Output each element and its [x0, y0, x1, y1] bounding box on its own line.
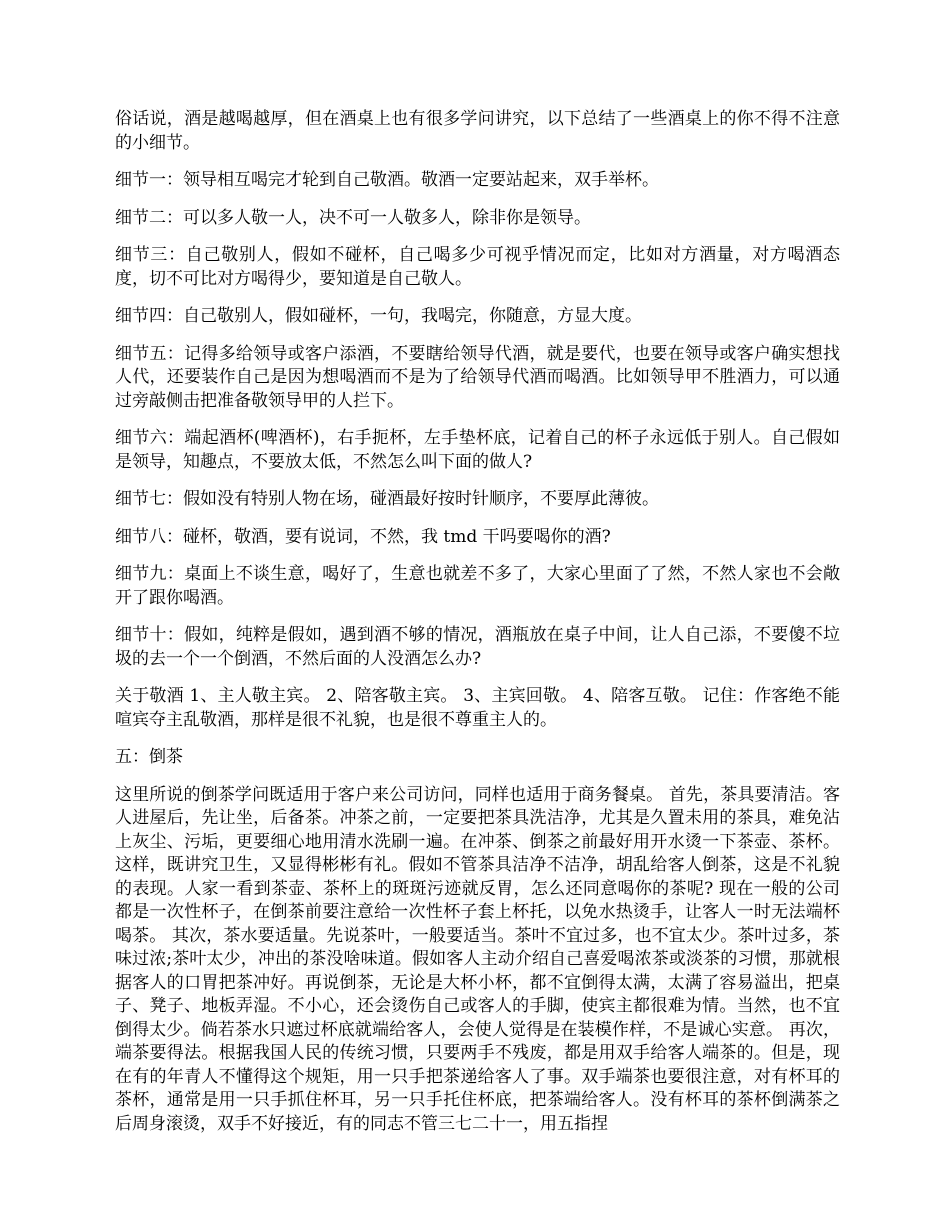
toast-order-paragraph: 关于敬酒 1、主人敬主宾。 2、陪客敬主宾。 3、主宾回敬。 4、陪客互敬。 记住：作客绝不能喧宾夺主乱敬酒，那样是很不礼貌，也是很不尊重主人的。	[115, 686, 840, 730]
intro-paragraph: 俗话说，酒是越喝越厚，但在酒桌上也有很多学问讲究，以下总结了一些酒桌上的你不得不注意的小细节。	[115, 109, 840, 153]
detail-two-paragraph: 细节二：可以多人敬一人，决不可一人敬多人，除非你是领导。	[115, 207, 591, 228]
detail-nine-paragraph: 细节九：桌面上不谈生意，喝好了，生意也就差不多了，大家心里面了了然，不然人家也不会敞开了跟你喝酒。	[115, 564, 840, 608]
tea-etiquette-paragraph: 这里所说的倒茶学问既适用于客户来公司访问，同样也适用于商务餐桌。 首先，茶具要清洁。客人进屋后，先让坐，后备茶。冲茶之前，一定要把茶具洗洁净，尤其是久置未用的茶具，难免沾上灰尘、污垢，更要细心地用清水洗刷一遍。在冲茶、倒茶之前最好用开水烫一下茶壶、茶杯。这样，既讲究卫生，又显得彬彬有礼。假如不管茶具洁净不洁净，胡乱给客人倒茶，这是不礼貌的表现。人家一看到茶壶、茶杯上的斑斑污迹就反胃，怎么还同意喝你的茶呢? 现在一般的公司都是一次性杯子，在倒茶前要注意给一次性杯子套上杯托，以免水热烫手，让客人一时无法端杯喝茶。 其次，茶水要适量。先说茶叶，一般要适当。茶叶不宜过多，也不宜太少。茶叶过多，茶味过浓;茶叶太少，冲出的茶没啥味道。假如客人主动介绍自己喜爱喝浓茶或淡茶的习惯，那就根据客人的口胃把茶冲好。再说倒茶，无论是大杯小杯，都不宜倒得太满，太满了容易溢出，把桌子、凳子、地板弄湿。不小心，还会烫伤自己或客人的手脚，使宾主都很难为情。当然，也不宜倒得太少。倘若茶水只遮过杯底就端给客人，会使人觉得是在装模作样，不是诚心实意。 再次，端茶要得法。根据我国人民的传统习惯，只要两手不残废，都是用双手给客人端茶的。但是，现在有的年青人不懂得这个规矩，用一只手把茶递给客人了事。双手端茶也要很注意，对有杯耳的茶杯，通常是用一只手抓住杯耳，另一只手托住杯底，把茶端给客人。没有杯耳的茶杯倒满茶之后周身滚烫，双手不好接近，有的同志不管三七二十一，用五指捏	[115, 784, 840, 1134]
detail-six-paragraph: 细节六：端起酒杯(啤酒杯)，右手扼杯，左手垫杯底，记着自己的杯子永远低于别人。自己假如是领导，知趣点，不要放太低，不然怎么叫下面的做人?	[115, 428, 840, 472]
detail-three-paragraph: 细节三：自己敬别人，假如不碰杯，自己喝多少可视乎情况而定，比如对方酒量，对方喝酒态度，切不可比对方喝得少，要知道是自己敬人。	[115, 245, 840, 289]
section-heading-tea: 五：倒茶	[115, 747, 183, 767]
detail-ten-paragraph: 细节十：假如，纯粹是假如，遇到酒不够的情况，酒瓶放在桌子中间，让人自己添，不要傻不垃圾的去一个一个倒酒，不然后面的人没酒怎么办?	[115, 625, 840, 669]
detail-seven-paragraph: 细节七：假如没有特别人物在场，碰酒最好按时针顺序，不要厚此薄彼。	[115, 489, 659, 509]
document-body	[115, 108, 840, 1136]
detail-one-paragraph: 细节一：领导相互喝完才轮到自己敬酒。敬酒一定要站起来，双手举杯。	[115, 170, 659, 190]
detail-four-paragraph: 细节四：自己敬别人，假如碰杯，一句，我喝完，你随意，方显大度。	[115, 306, 642, 326]
detail-eight-paragraph: 细节八：碰杯，敬酒，要有说词，不然，我 tmd 干吗要喝你的酒?	[115, 526, 611, 547]
detail-five-paragraph: 细节五：记得多给领导或客户添酒，不要瞎给领导代酒，就是要代，也要在领导或客户确实想找人代，还要装作自己是因为想喝酒而不是为了给领导代酒而喝酒。比如领导甲不胜酒力，可以通过旁敲侧击把准备敬领导甲的人拦下。	[115, 343, 840, 411]
